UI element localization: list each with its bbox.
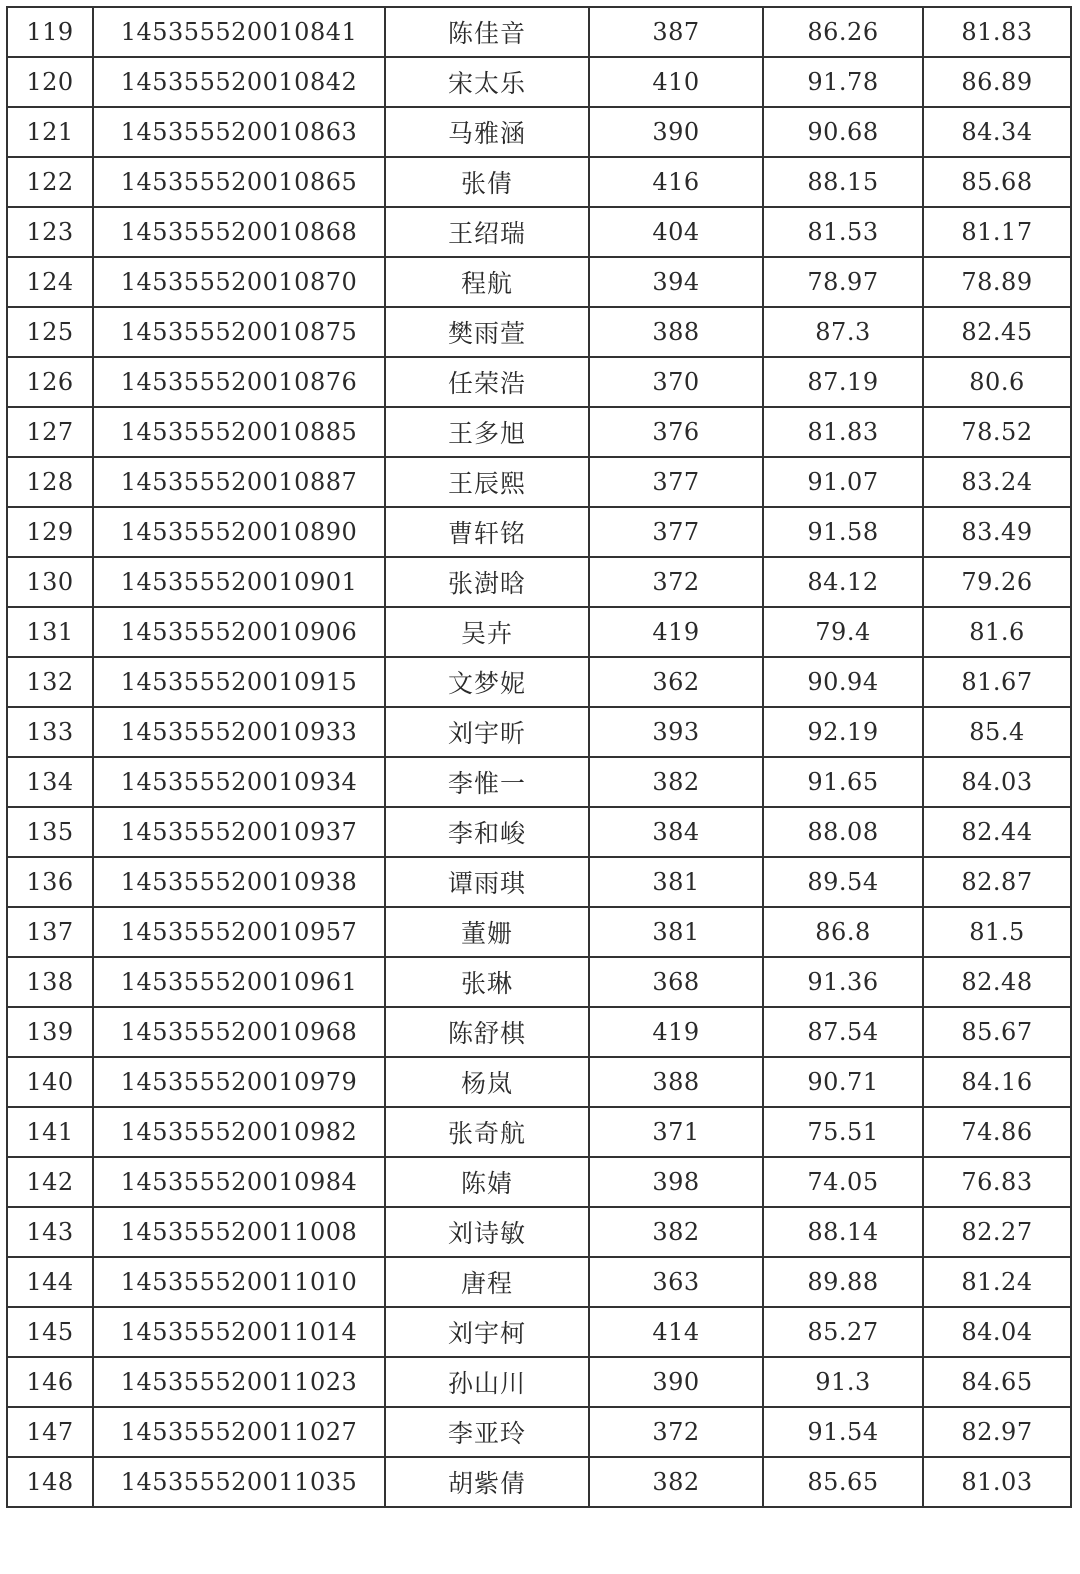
- seq-cell: 137: [7, 907, 93, 957]
- name-cell: 宋太乐: [385, 57, 589, 107]
- seq-cell: 135: [7, 807, 93, 857]
- interview-score-cell: 91.65: [763, 757, 923, 807]
- interview-score-cell: 92.19: [763, 707, 923, 757]
- name-cell: 孙山川: [385, 1357, 589, 1407]
- name-cell: 文梦妮: [385, 657, 589, 707]
- candidate-id-cell: 145355520010957: [93, 907, 385, 957]
- candidate-id-cell: 145355520010906: [93, 607, 385, 657]
- name-cell: 程航: [385, 257, 589, 307]
- name-cell: 马雅涵: [385, 107, 589, 157]
- interview-score-cell: 75.51: [763, 1107, 923, 1157]
- candidate-id-cell: 145355520010841: [93, 7, 385, 57]
- interview-score-cell: 79.4: [763, 607, 923, 657]
- total-score-cell: 85.67: [923, 1007, 1071, 1057]
- written-score-cell: 393: [589, 707, 763, 757]
- table-row: [7, 1007, 1071, 1057]
- table-row: [7, 857, 1071, 907]
- written-score-cell: 398: [589, 1157, 763, 1207]
- total-score-cell: 82.27: [923, 1207, 1071, 1257]
- seq-cell: 141: [7, 1107, 93, 1157]
- name-cell: 唐程: [385, 1257, 589, 1307]
- seq-cell: 128: [7, 457, 93, 507]
- total-score-cell: 81.83: [923, 7, 1071, 57]
- name-cell: 王辰熙: [385, 457, 589, 507]
- seq-cell: 146: [7, 1357, 93, 1407]
- seq-cell: 125: [7, 307, 93, 357]
- table-row: [7, 1107, 1071, 1157]
- table-row: [7, 7, 1071, 57]
- candidate-id-cell: 145355520010865: [93, 157, 385, 207]
- seq-cell: 148: [7, 1457, 93, 1507]
- candidate-id-cell: 145355520011035: [93, 1457, 385, 1507]
- candidate-id-cell: 145355520010885: [93, 407, 385, 457]
- name-cell: 陈佳音: [385, 7, 589, 57]
- total-score-cell: 82.97: [923, 1407, 1071, 1457]
- candidate-id-cell: 145355520010984: [93, 1157, 385, 1207]
- interview-score-cell: 87.19: [763, 357, 923, 407]
- total-score-cell: 80.6: [923, 357, 1071, 407]
- table-row: [7, 657, 1071, 707]
- interview-score-cell: 87.3: [763, 307, 923, 357]
- candidate-id-cell: 145355520011014: [93, 1307, 385, 1357]
- written-score-cell: 371: [589, 1107, 763, 1157]
- total-score-cell: 86.89: [923, 57, 1071, 107]
- interview-score-cell: 78.97: [763, 257, 923, 307]
- seq-cell: 144: [7, 1257, 93, 1307]
- written-score-cell: 376: [589, 407, 763, 457]
- score-table-container: [6, 6, 1070, 1508]
- total-score-cell: 81.17: [923, 207, 1071, 257]
- seq-cell: 120: [7, 57, 93, 107]
- seq-cell: 131: [7, 607, 93, 657]
- name-cell: 任荣浩: [385, 357, 589, 407]
- candidate-id-cell: 145355520010875: [93, 307, 385, 357]
- table-row: [7, 407, 1071, 457]
- seq-cell: 142: [7, 1157, 93, 1207]
- seq-cell: 124: [7, 257, 93, 307]
- total-score-cell: 78.89: [923, 257, 1071, 307]
- written-score-cell: 377: [589, 507, 763, 557]
- total-score-cell: 83.24: [923, 457, 1071, 507]
- name-cell: 张倩: [385, 157, 589, 207]
- written-score-cell: 384: [589, 807, 763, 857]
- name-cell: 王多旭: [385, 407, 589, 457]
- table-row: [7, 1457, 1071, 1507]
- candidate-id-cell: 145355520011027: [93, 1407, 385, 1457]
- interview-score-cell: 88.08: [763, 807, 923, 857]
- total-score-cell: 79.26: [923, 557, 1071, 607]
- name-cell: 刘诗敏: [385, 1207, 589, 1257]
- candidate-id-cell: 145355520010961: [93, 957, 385, 1007]
- table-row: [7, 157, 1071, 207]
- candidate-id-cell: 145355520010937: [93, 807, 385, 857]
- seq-cell: 129: [7, 507, 93, 557]
- interview-score-cell: 89.88: [763, 1257, 923, 1307]
- interview-score-cell: 90.68: [763, 107, 923, 157]
- total-score-cell: 82.44: [923, 807, 1071, 857]
- name-cell: 樊雨萱: [385, 307, 589, 357]
- written-score-cell: 388: [589, 307, 763, 357]
- table-row: [7, 1307, 1071, 1357]
- total-score-cell: 76.83: [923, 1157, 1071, 1207]
- interview-score-cell: 91.54: [763, 1407, 923, 1457]
- interview-score-cell: 91.3: [763, 1357, 923, 1407]
- seq-cell: 119: [7, 7, 93, 57]
- total-score-cell: 83.49: [923, 507, 1071, 557]
- table-row: [7, 957, 1071, 1007]
- seq-cell: 133: [7, 707, 93, 757]
- interview-score-cell: 88.14: [763, 1207, 923, 1257]
- table-row: [7, 207, 1071, 257]
- table-row: [7, 707, 1071, 757]
- table-row: [7, 607, 1071, 657]
- total-score-cell: 81.67: [923, 657, 1071, 707]
- total-score-cell: 84.04: [923, 1307, 1071, 1357]
- candidate-id-cell: 145355520010890: [93, 507, 385, 557]
- seq-cell: 130: [7, 557, 93, 607]
- written-score-cell: 372: [589, 1407, 763, 1457]
- total-score-cell: 81.03: [923, 1457, 1071, 1507]
- written-score-cell: 372: [589, 557, 763, 607]
- seq-cell: 139: [7, 1007, 93, 1057]
- name-cell: 张奇航: [385, 1107, 589, 1157]
- name-cell: 吴卉: [385, 607, 589, 657]
- total-score-cell: 84.65: [923, 1357, 1071, 1407]
- name-cell: 李和峻: [385, 807, 589, 857]
- name-cell: 王绍瑞: [385, 207, 589, 257]
- written-score-cell: 382: [589, 757, 763, 807]
- total-score-cell: 82.87: [923, 857, 1071, 907]
- name-cell: 刘宇昕: [385, 707, 589, 757]
- total-score-cell: 81.24: [923, 1257, 1071, 1307]
- seq-cell: 145: [7, 1307, 93, 1357]
- interview-score-cell: 85.27: [763, 1307, 923, 1357]
- table-row: [7, 1357, 1071, 1407]
- seq-cell: 123: [7, 207, 93, 257]
- candidate-id-cell: 145355520010870: [93, 257, 385, 307]
- written-score-cell: 404: [589, 207, 763, 257]
- table-row: [7, 307, 1071, 357]
- total-score-cell: 78.52: [923, 407, 1071, 457]
- candidate-id-cell: 145355520010934: [93, 757, 385, 807]
- written-score-cell: 377: [589, 457, 763, 507]
- total-score-cell: 82.45: [923, 307, 1071, 357]
- seq-cell: 126: [7, 357, 93, 407]
- name-cell: 张琳: [385, 957, 589, 1007]
- total-score-cell: 82.48: [923, 957, 1071, 1007]
- seq-cell: 136: [7, 857, 93, 907]
- written-score-cell: 410: [589, 57, 763, 107]
- written-score-cell: 387: [589, 7, 763, 57]
- candidate-id-cell: 145355520010887: [93, 457, 385, 507]
- interview-score-cell: 74.05: [763, 1157, 923, 1207]
- table-row: [7, 1257, 1071, 1307]
- name-cell: 刘宇柯: [385, 1307, 589, 1357]
- score-table-body: [7, 7, 1071, 1507]
- seq-cell: 127: [7, 407, 93, 457]
- seq-cell: 121: [7, 107, 93, 157]
- table-row: [7, 907, 1071, 957]
- interview-score-cell: 86.8: [763, 907, 923, 957]
- written-score-cell: 368: [589, 957, 763, 1007]
- seq-cell: 122: [7, 157, 93, 207]
- candidate-id-cell: 145355520010979: [93, 1057, 385, 1107]
- total-score-cell: 74.86: [923, 1107, 1071, 1157]
- interview-score-cell: 81.83: [763, 407, 923, 457]
- table-row: [7, 257, 1071, 307]
- candidate-id-cell: 145355520010968: [93, 1007, 385, 1057]
- total-score-cell: 84.16: [923, 1057, 1071, 1107]
- written-score-cell: 381: [589, 907, 763, 957]
- written-score-cell: 381: [589, 857, 763, 907]
- interview-score-cell: 81.53: [763, 207, 923, 257]
- seq-cell: 147: [7, 1407, 93, 1457]
- written-score-cell: 414: [589, 1307, 763, 1357]
- interview-score-cell: 91.07: [763, 457, 923, 507]
- seq-cell: 140: [7, 1057, 93, 1107]
- candidate-id-cell: 145355520010915: [93, 657, 385, 707]
- candidate-id-cell: 145355520010876: [93, 357, 385, 407]
- name-cell: 李惟一: [385, 757, 589, 807]
- name-cell: 陈舒棋: [385, 1007, 589, 1057]
- seq-cell: 134: [7, 757, 93, 807]
- name-cell: 董姗: [385, 907, 589, 957]
- interview-score-cell: 86.26: [763, 7, 923, 57]
- table-row: [7, 507, 1071, 557]
- name-cell: 李亚玲: [385, 1407, 589, 1457]
- candidate-id-cell: 145355520010901: [93, 557, 385, 607]
- score-table: [6, 6, 1072, 1508]
- total-score-cell: 84.34: [923, 107, 1071, 157]
- interview-score-cell: 87.54: [763, 1007, 923, 1057]
- candidate-id-cell: 145355520010868: [93, 207, 385, 257]
- seq-cell: 143: [7, 1207, 93, 1257]
- name-cell: 谭雨琪: [385, 857, 589, 907]
- total-score-cell: 81.5: [923, 907, 1071, 957]
- interview-score-cell: 84.12: [763, 557, 923, 607]
- total-score-cell: 85.4: [923, 707, 1071, 757]
- table-row: [7, 1157, 1071, 1207]
- table-row: [7, 457, 1071, 507]
- name-cell: 陈婧: [385, 1157, 589, 1207]
- written-score-cell: 363: [589, 1257, 763, 1307]
- written-score-cell: 394: [589, 257, 763, 307]
- written-score-cell: 370: [589, 357, 763, 407]
- interview-score-cell: 90.94: [763, 657, 923, 707]
- seq-cell: 138: [7, 957, 93, 1007]
- candidate-id-cell: 145355520011008: [93, 1207, 385, 1257]
- table-row: [7, 1207, 1071, 1257]
- written-score-cell: 388: [589, 1057, 763, 1107]
- written-score-cell: 390: [589, 1357, 763, 1407]
- candidate-id-cell: 145355520010842: [93, 57, 385, 107]
- total-score-cell: 81.6: [923, 607, 1071, 657]
- table-row: [7, 57, 1071, 107]
- table-row: [7, 807, 1071, 857]
- interview-score-cell: 91.58: [763, 507, 923, 557]
- table-row: [7, 557, 1071, 607]
- candidate-id-cell: 145355520011010: [93, 1257, 385, 1307]
- table-row: [7, 1057, 1071, 1107]
- written-score-cell: 390: [589, 107, 763, 157]
- interview-score-cell: 88.15: [763, 157, 923, 207]
- written-score-cell: 382: [589, 1207, 763, 1257]
- interview-score-cell: 91.78: [763, 57, 923, 107]
- total-score-cell: 84.03: [923, 757, 1071, 807]
- name-cell: 张澍晗: [385, 557, 589, 607]
- candidate-id-cell: 145355520010863: [93, 107, 385, 157]
- written-score-cell: 416: [589, 157, 763, 207]
- written-score-cell: 382: [589, 1457, 763, 1507]
- interview-score-cell: 89.54: [763, 857, 923, 907]
- table-row: [7, 1407, 1071, 1457]
- candidate-id-cell: 145355520010933: [93, 707, 385, 757]
- name-cell: 胡紫倩: [385, 1457, 589, 1507]
- written-score-cell: 362: [589, 657, 763, 707]
- table-row: [7, 757, 1071, 807]
- candidate-id-cell: 145355520011023: [93, 1357, 385, 1407]
- candidate-id-cell: 145355520010938: [93, 857, 385, 907]
- name-cell: 曹轩铭: [385, 507, 589, 557]
- written-score-cell: 419: [589, 1007, 763, 1057]
- candidate-id-cell: 145355520010982: [93, 1107, 385, 1157]
- interview-score-cell: 91.36: [763, 957, 923, 1007]
- interview-score-cell: 85.65: [763, 1457, 923, 1507]
- total-score-cell: 85.68: [923, 157, 1071, 207]
- interview-score-cell: 90.71: [763, 1057, 923, 1107]
- written-score-cell: 419: [589, 607, 763, 657]
- seq-cell: 132: [7, 657, 93, 707]
- table-row: [7, 357, 1071, 407]
- name-cell: 杨岚: [385, 1057, 589, 1107]
- table-row: [7, 107, 1071, 157]
